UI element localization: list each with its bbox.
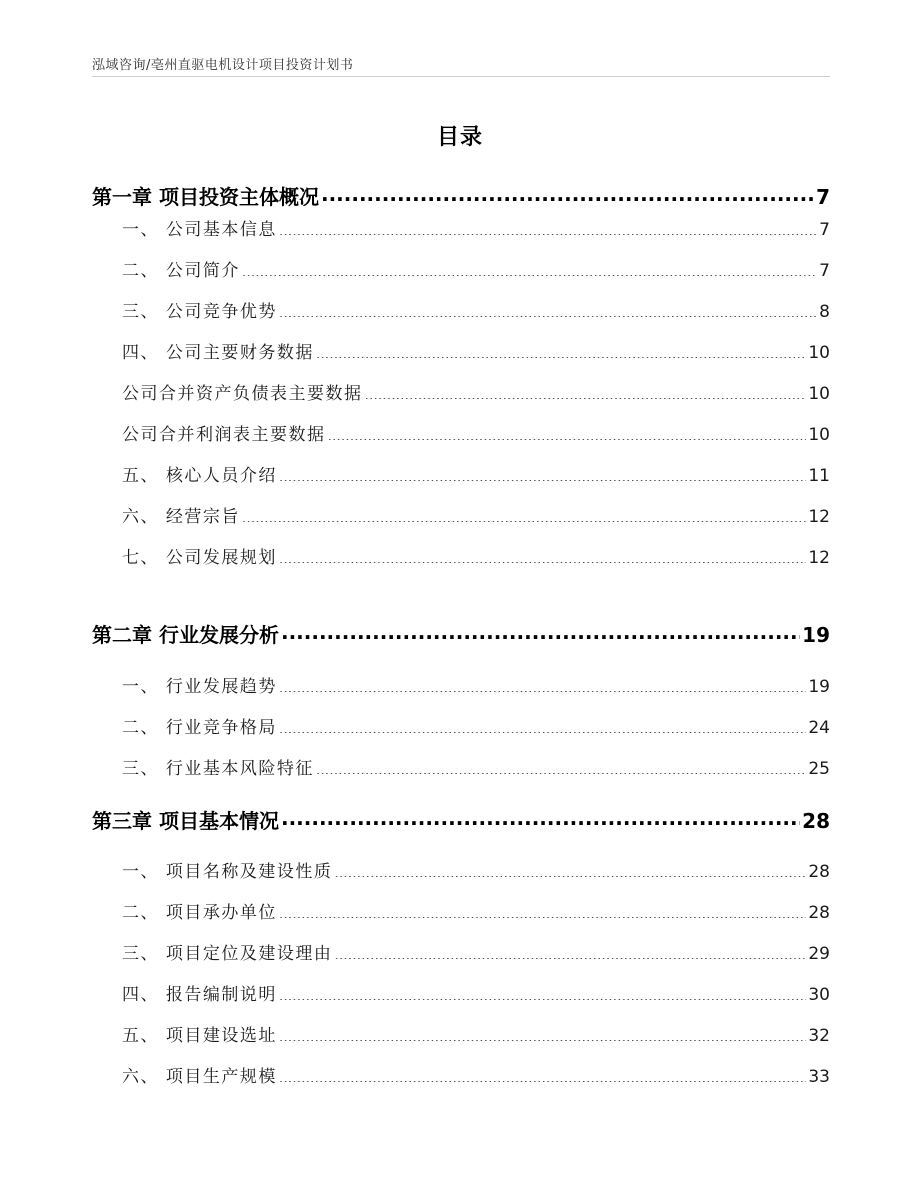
toc-page-number: 7	[819, 261, 830, 281]
toc-entry[interactable]	[92, 755, 830, 783]
dot-leader	[316, 341, 806, 358]
toc-page-number: 10	[808, 343, 830, 363]
toc-label: 公司合并资产负债表主要数据	[122, 384, 363, 404]
toc-entry[interactable]	[92, 1063, 830, 1091]
toc-page-number: 12	[808, 548, 830, 568]
toc-entry[interactable]	[92, 339, 830, 367]
toc-page-number: 28	[808, 903, 830, 923]
toc-label: 二、 公司简介	[122, 261, 240, 281]
dot-leader	[279, 716, 806, 733]
toc-entry[interactable]	[92, 981, 830, 1009]
toc-entry[interactable]	[92, 940, 830, 968]
toc-label: 三、 公司竞争优势	[122, 302, 277, 322]
toc-entry[interactable]	[92, 899, 830, 927]
toc-page-number: 12	[808, 507, 830, 527]
running-header: 泓域咨询/亳州直驱电机设计项目投资计划书	[92, 58, 354, 73]
toc-entry[interactable]	[92, 257, 830, 285]
header-divider	[92, 76, 830, 77]
toc-page-number: 19	[808, 677, 830, 697]
toc-page-number: 8	[819, 302, 830, 322]
toc-page-number: 10	[808, 384, 830, 404]
dot-leader	[281, 622, 800, 642]
dot-leader	[242, 505, 806, 522]
toc-entry[interactable]	[92, 858, 830, 886]
toc-label: 公司合并利润表主要数据	[122, 425, 326, 445]
toc-entry[interactable]	[92, 462, 830, 490]
toc-page-number: 7	[816, 185, 830, 209]
toc-entry[interactable]	[92, 380, 830, 408]
dot-leader	[279, 546, 806, 563]
toc-entry[interactable]	[92, 421, 830, 449]
toc-label: 二、 项目承办单位	[122, 903, 277, 923]
dot-leader	[316, 757, 806, 774]
dot-leader	[279, 464, 806, 481]
dot-leader	[279, 300, 817, 317]
toc-label: 一、 行业发展趋势	[122, 677, 277, 697]
toc-page-number: 25	[808, 759, 830, 779]
toc-page-number: 19	[802, 623, 830, 647]
toc-page-number: 28	[808, 862, 830, 882]
dot-leader	[279, 218, 817, 235]
toc-page-number: 7	[819, 220, 830, 240]
toc-entry[interactable]	[92, 216, 830, 244]
toc-label: 六、 经营宗旨	[122, 507, 240, 527]
toc-page-number: 28	[802, 809, 830, 833]
toc-chapter-3[interactable]	[92, 807, 830, 835]
dot-leader	[321, 184, 814, 204]
toc-chapter-2[interactable]	[92, 621, 830, 649]
dot-leader	[242, 259, 817, 276]
toc-label: 一、 公司基本信息	[122, 220, 277, 240]
toc-label: 二、 行业竞争格局	[122, 718, 277, 738]
dot-leader	[334, 942, 806, 959]
toc-label: 四、 报告编制说明	[122, 985, 277, 1005]
toc-label: 六、 项目生产规模	[122, 1067, 277, 1087]
toc-label: 第一章 项目投资主体概况	[92, 185, 319, 209]
toc-page-number: 29	[808, 944, 830, 964]
toc-entry[interactable]	[92, 544, 830, 572]
toc-page-number: 33	[808, 1067, 830, 1087]
dot-leader	[365, 382, 807, 399]
toc-entry[interactable]	[92, 298, 830, 326]
toc-entry[interactable]	[92, 503, 830, 531]
toc-label: 四、 公司主要财务数据	[122, 343, 314, 363]
toc-entry[interactable]	[92, 714, 830, 742]
dot-leader	[279, 1065, 806, 1082]
toc-page-number: 11	[808, 466, 830, 486]
toc-page-number: 10	[808, 425, 830, 445]
toc-page-number: 32	[808, 1026, 830, 1046]
toc-entry[interactable]	[92, 1022, 830, 1050]
toc-label: 一、 项目名称及建设性质	[122, 862, 333, 882]
dot-leader	[334, 860, 806, 877]
toc-page-number: 24	[808, 718, 830, 738]
dot-leader	[281, 808, 800, 828]
toc-label: 五、 项目建设选址	[122, 1026, 277, 1046]
page-title: 目录	[436, 125, 483, 150]
dot-leader	[279, 901, 806, 918]
dot-leader	[279, 675, 806, 692]
toc-page-number: 30	[808, 985, 830, 1005]
toc-label: 七、 公司发展规划	[122, 548, 277, 568]
toc-label: 五、 核心人员介绍	[122, 466, 277, 486]
toc-chapter-1[interactable]	[92, 183, 830, 211]
toc-label: 三、 行业基本风险特征	[122, 759, 314, 779]
dot-leader	[279, 1024, 806, 1041]
toc-entry[interactable]	[92, 673, 830, 701]
toc-label: 第二章 行业发展分析	[92, 623, 279, 647]
dot-leader	[328, 423, 807, 440]
toc-label: 第三章 项目基本情况	[92, 809, 279, 833]
dot-leader	[279, 983, 806, 1000]
toc-label: 三、 项目定位及建设理由	[122, 944, 333, 964]
